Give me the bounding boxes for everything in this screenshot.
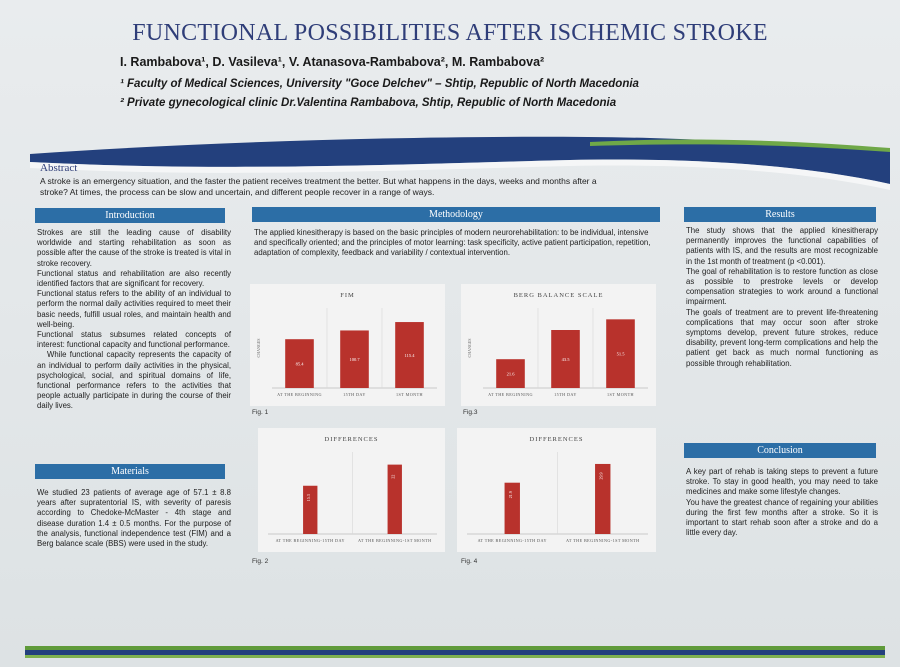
methodology-heading: Methodology bbox=[252, 207, 660, 222]
conclusion-text bbox=[686, 467, 878, 538]
data-label: 21.9 bbox=[508, 491, 514, 499]
tick-label: AT THE BEGINNING-1ST MONTH bbox=[565, 538, 640, 543]
figure-caption: Fig. 1 bbox=[252, 409, 269, 416]
intro-paragraph: Functional status refers to the ability of an individual to perform the normal daily activities required to meet their basic needs, fulfill usual roles, and maintain health and well-being. bbox=[37, 289, 231, 329]
chart-title: DIFFERENCES bbox=[324, 436, 379, 443]
data-label: 29.9 bbox=[598, 472, 604, 480]
chart-differences-fim bbox=[258, 428, 445, 552]
results-paragraph: The goals of treatment are to prevent life-threatening complications that may occur soon after stroke symptoms develop, prevent future strokes, reduce disability, prevent long-term complications and help the patient get back as much normal functioning as possible through rehabilitation. bbox=[686, 307, 878, 368]
intro-paragraph: Functional status and rehabilitation are also recently identified factors that are significant for recovery. bbox=[37, 268, 231, 289]
affiliation-2: ² Private gynecological clinic Dr.Valentina Rambabova, Shtip, Republic of North Macedonia bbox=[120, 97, 617, 109]
materials-heading: Materials bbox=[35, 464, 225, 479]
chart-title: DIFFERENCES bbox=[529, 436, 584, 443]
authors: I. Rambabova¹, D. Vasileva¹, V. Atanasova-Rambabova², M. Rambabova² bbox=[120, 55, 545, 69]
data-label: 43.5 bbox=[561, 357, 570, 362]
intro-paragraph: Functional status subsumes related concepts of interest: functional capacity and functional performance. bbox=[37, 330, 231, 350]
data-label: 100.7 bbox=[349, 357, 360, 363]
y-axis-label: CHANGES bbox=[256, 338, 261, 358]
tick-label: AT THE BEGINNING bbox=[277, 392, 322, 397]
chart-fim-svg bbox=[250, 284, 445, 406]
data-label: 51.5 bbox=[616, 351, 625, 357]
figure-caption: Fig. 2 bbox=[252, 558, 269, 565]
methodology-text: The applied kinesitherapy is based on the basic principles of modern neurorehabilitation: to be individual, intensive and specifically oriented; and the principles of motor learning: task specificity, active patient participation, repetition, adaptation of complexity, feedback and variability / contextual intervention. bbox=[254, 228, 651, 258]
conclusion-paragraph: You have the greatest chance of regaining your abilities during the first few months after a stroke. So it is important to start rehab soon after a stroke and do a little every day. bbox=[686, 497, 878, 538]
affiliation-1: ¹ Faculty of Medical Sciences, University "Goce Delchev" – Shtip, Republic of North Macedonia bbox=[120, 78, 639, 90]
results-text bbox=[686, 226, 878, 369]
chart-differences-fim-svg bbox=[258, 428, 445, 552]
chart-berg-svg bbox=[461, 284, 656, 406]
tick-label: AT THE BEGINNING-15TH DAY bbox=[275, 538, 345, 543]
abstract-heading: Abstract bbox=[40, 162, 78, 174]
data-label: 21.6 bbox=[506, 371, 515, 377]
results-paragraph: The study shows that the applied kinesitherapy permanently improves the functional capabilities of patients with IS, and the results are most recognizable in the 1st month of treatment (p <0.001). bbox=[686, 226, 878, 266]
introduction-text bbox=[37, 228, 231, 412]
chart-title: BERG BALANCE SCALE bbox=[513, 292, 604, 299]
y-axis-label: CHANGES bbox=[467, 338, 472, 358]
data-label: 115.4 bbox=[404, 353, 415, 359]
poster-title: FUNCTIONAL POSSIBILITIES AFTER ISCHEMIC STROKE bbox=[132, 20, 768, 46]
chart-differences-berg bbox=[457, 428, 656, 552]
tick-label: AT THE BEGINNING-1ST MONTH bbox=[357, 538, 432, 543]
materials-text: We studied 23 patients of average age of 57.1 ± 8.8 years after supratentorial IS, with severity of paresis according to Chedoke-McMaster - 4th stage and disease duration 1.4 ± 0.5 months. For the purpose of the analysis, functional independence test (FIM) and a Berg balance scale (BBS) were used in the study. bbox=[37, 488, 231, 549]
conclusion-paragraph: A key part of rehab is taking steps to prevent a future stroke. To stay in good health, you may need to take medicines and make some lifestyle changes. bbox=[686, 467, 878, 497]
tick-label: AT THE BEGINNING-15TH DAY bbox=[477, 538, 547, 543]
chart-differences-berg-svg bbox=[457, 428, 656, 552]
bar bbox=[303, 486, 317, 534]
tick-label: 1ST MONTH bbox=[607, 392, 634, 397]
abstract-text: A stroke is an emergency situation, and the faster the patient receives treatment the better. But what happens in the days, weeks and months after a stroke? At times, the process can be slow and uncertain, and different people recover in a range of ways. bbox=[40, 176, 597, 197]
footer-stripe-lightgreen bbox=[25, 655, 885, 658]
results-paragraph: The goal of rehabilitation is to restore function as close as possible to prestroke levels or develop compensation strategies to work around a functional impairment. bbox=[686, 266, 878, 307]
tick-label: AT THE BEGINNING bbox=[488, 392, 533, 397]
results-heading: Results bbox=[684, 207, 876, 222]
data-label: 85.4 bbox=[295, 361, 304, 367]
chart-berg bbox=[461, 284, 656, 406]
figure-caption: Fig. 4 bbox=[461, 558, 478, 565]
data-label: 22 bbox=[390, 474, 396, 479]
tick-label: 15TH DAY bbox=[343, 392, 366, 397]
intro-paragraph: Strokes are still the leading cause of disability worldwide and starting rehabilitation as soon as possible after the cause of the stroke is treated is vital in stroke recovery. bbox=[37, 228, 231, 268]
figure-caption: Fig.3 bbox=[463, 409, 478, 416]
chart-fim bbox=[250, 284, 445, 406]
data-label: 15.3 bbox=[306, 494, 312, 502]
conclusion-heading: Conclusion bbox=[684, 443, 876, 458]
tick-label: 15TH DAY bbox=[554, 392, 577, 397]
chart-title: FIM bbox=[340, 292, 355, 299]
introduction-heading: Introduction bbox=[35, 208, 225, 223]
tick-label: 1ST MONTH bbox=[396, 392, 423, 397]
bar bbox=[505, 483, 520, 534]
intro-paragraph: While functional capacity represents the capacity of an individual to perform daily activities in the physical, psychological, social, and spiritual domains of life, functional performance refers to the activities that people actually participate in during the course of their daily lives. bbox=[37, 350, 231, 411]
